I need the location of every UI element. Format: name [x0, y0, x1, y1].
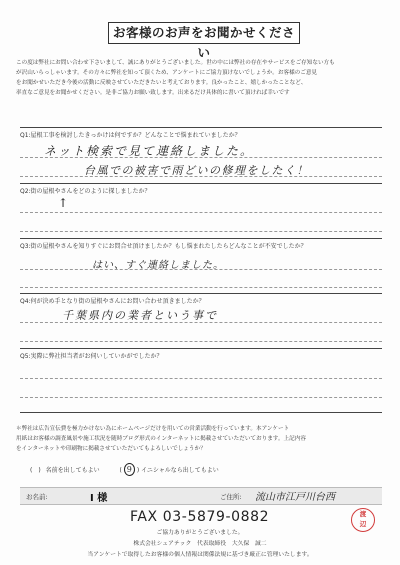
option-initial-label: イニシャルなら出してもよい	[141, 467, 219, 474]
ruled-line	[20, 397, 382, 398]
address-label: ご住所:	[220, 493, 242, 501]
option-named-label: 名前を出してもよい	[45, 467, 100, 474]
intro-line: が沢山いらっしゃいます。その方々に弊社を知って頂くため、アンケートにご協力頂けないでしょうか。お客様のご意見	[16, 70, 318, 76]
name-value: I 様	[90, 493, 108, 504]
privacy-line: 当アンケートで取得したお客様の個人情報は関係法規に基づき厳正に管理いたします。	[87, 552, 313, 558]
ruled-line	[20, 341, 382, 342]
ruled-line	[20, 378, 382, 379]
q5-separator	[20, 348, 382, 349]
intro-text	[16, 58, 388, 98]
ruled-line	[20, 231, 382, 232]
q1-separator	[20, 127, 382, 128]
intro-line: をお聞かせいただき今後の活動に反映させていただきたいと考えております。良かったこと、嬉しかったことなど、	[16, 80, 307, 86]
fax-number: FAX 03-5879-0882	[130, 509, 270, 525]
q4-answer: 千葉県内の業者という事で	[62, 309, 218, 322]
q3-separator	[20, 238, 382, 239]
ruled-line	[20, 287, 382, 288]
q5-bottom-separator	[20, 412, 382, 413]
intro-line: この度は弊社にお問い合わせ下さいまして、誠にありがとうございました。世の中には弊社の存在やサービスをご存知ない方も	[16, 60, 335, 66]
stamp-char: 辺	[359, 520, 367, 528]
stamp-char: 渡	[359, 510, 367, 518]
publication-note	[16, 424, 386, 454]
q4-label: Q4:何が決め手となり街の屋根やさんにお問い合わせ頂きましたか？	[20, 298, 205, 305]
selected-mark: 9	[124, 463, 135, 476]
note-line: 用紙はお客様の調査風景や施工状況を随時ブログ形式のインターネットに掲載させていただいております。上記内容	[16, 436, 306, 442]
note-line: ＊弊社は広告宣伝費を極力かけない為にホームページだけを用いての営業活動を行っています。本アンケート	[16, 426, 290, 432]
publication-options	[30, 463, 219, 476]
intro-line: 率直なご意見をお聞かせください。是非ご協力お願い致します。出来るだけ具体的に書いて頂ければ幸いです	[16, 90, 290, 96]
note-line: をインターネットや印刷物に掲載させていただいてもよろしいでしょうか？	[16, 446, 206, 452]
page-title: お客様のお声をお聞かせください	[108, 22, 300, 44]
company-line: 株式会社シェアテック 代表取締役 大久保 誠二	[133, 541, 267, 547]
option-named-checkbox[interactable]: ( )	[30, 467, 41, 474]
q1-label: Q1:屋根工事を検討したきっかけは何ですか？どんなことで悩まれていましたか？	[20, 132, 241, 139]
address-value: 流山市江戸川台西	[255, 492, 335, 503]
q1-answer-2: 台風での被害で雨どいの修理をしたく！	[84, 164, 309, 177]
q2-separator	[20, 183, 382, 184]
name-label: お名前:	[26, 493, 48, 501]
q2-label: Q2:街の屋根やさんをどのように探しましたか？	[20, 188, 151, 195]
ruled-line	[20, 212, 382, 213]
q5-label: Q5:実際に弊社担当者がお伺いしていかがでしたか？	[20, 353, 163, 360]
option-initial-checkbox[interactable]: ( 9 )	[119, 465, 140, 474]
q3-label: Q3:街の屋根やさんを知りすぐにお問合せ頂けましたか？もし悩まれたしたらどんなことが不安でしたか？	[20, 243, 307, 250]
name-address-bar	[20, 487, 382, 505]
q3-answer: はい、すぐ連絡しました。	[92, 260, 224, 271]
thanks-line: ご協力ありがとうございました。	[156, 530, 244, 536]
q2-answer: ↑	[58, 196, 69, 210]
q4-separator	[20, 293, 382, 294]
q1-answer-1: ネット検索で見て連絡しました。	[44, 144, 255, 158]
